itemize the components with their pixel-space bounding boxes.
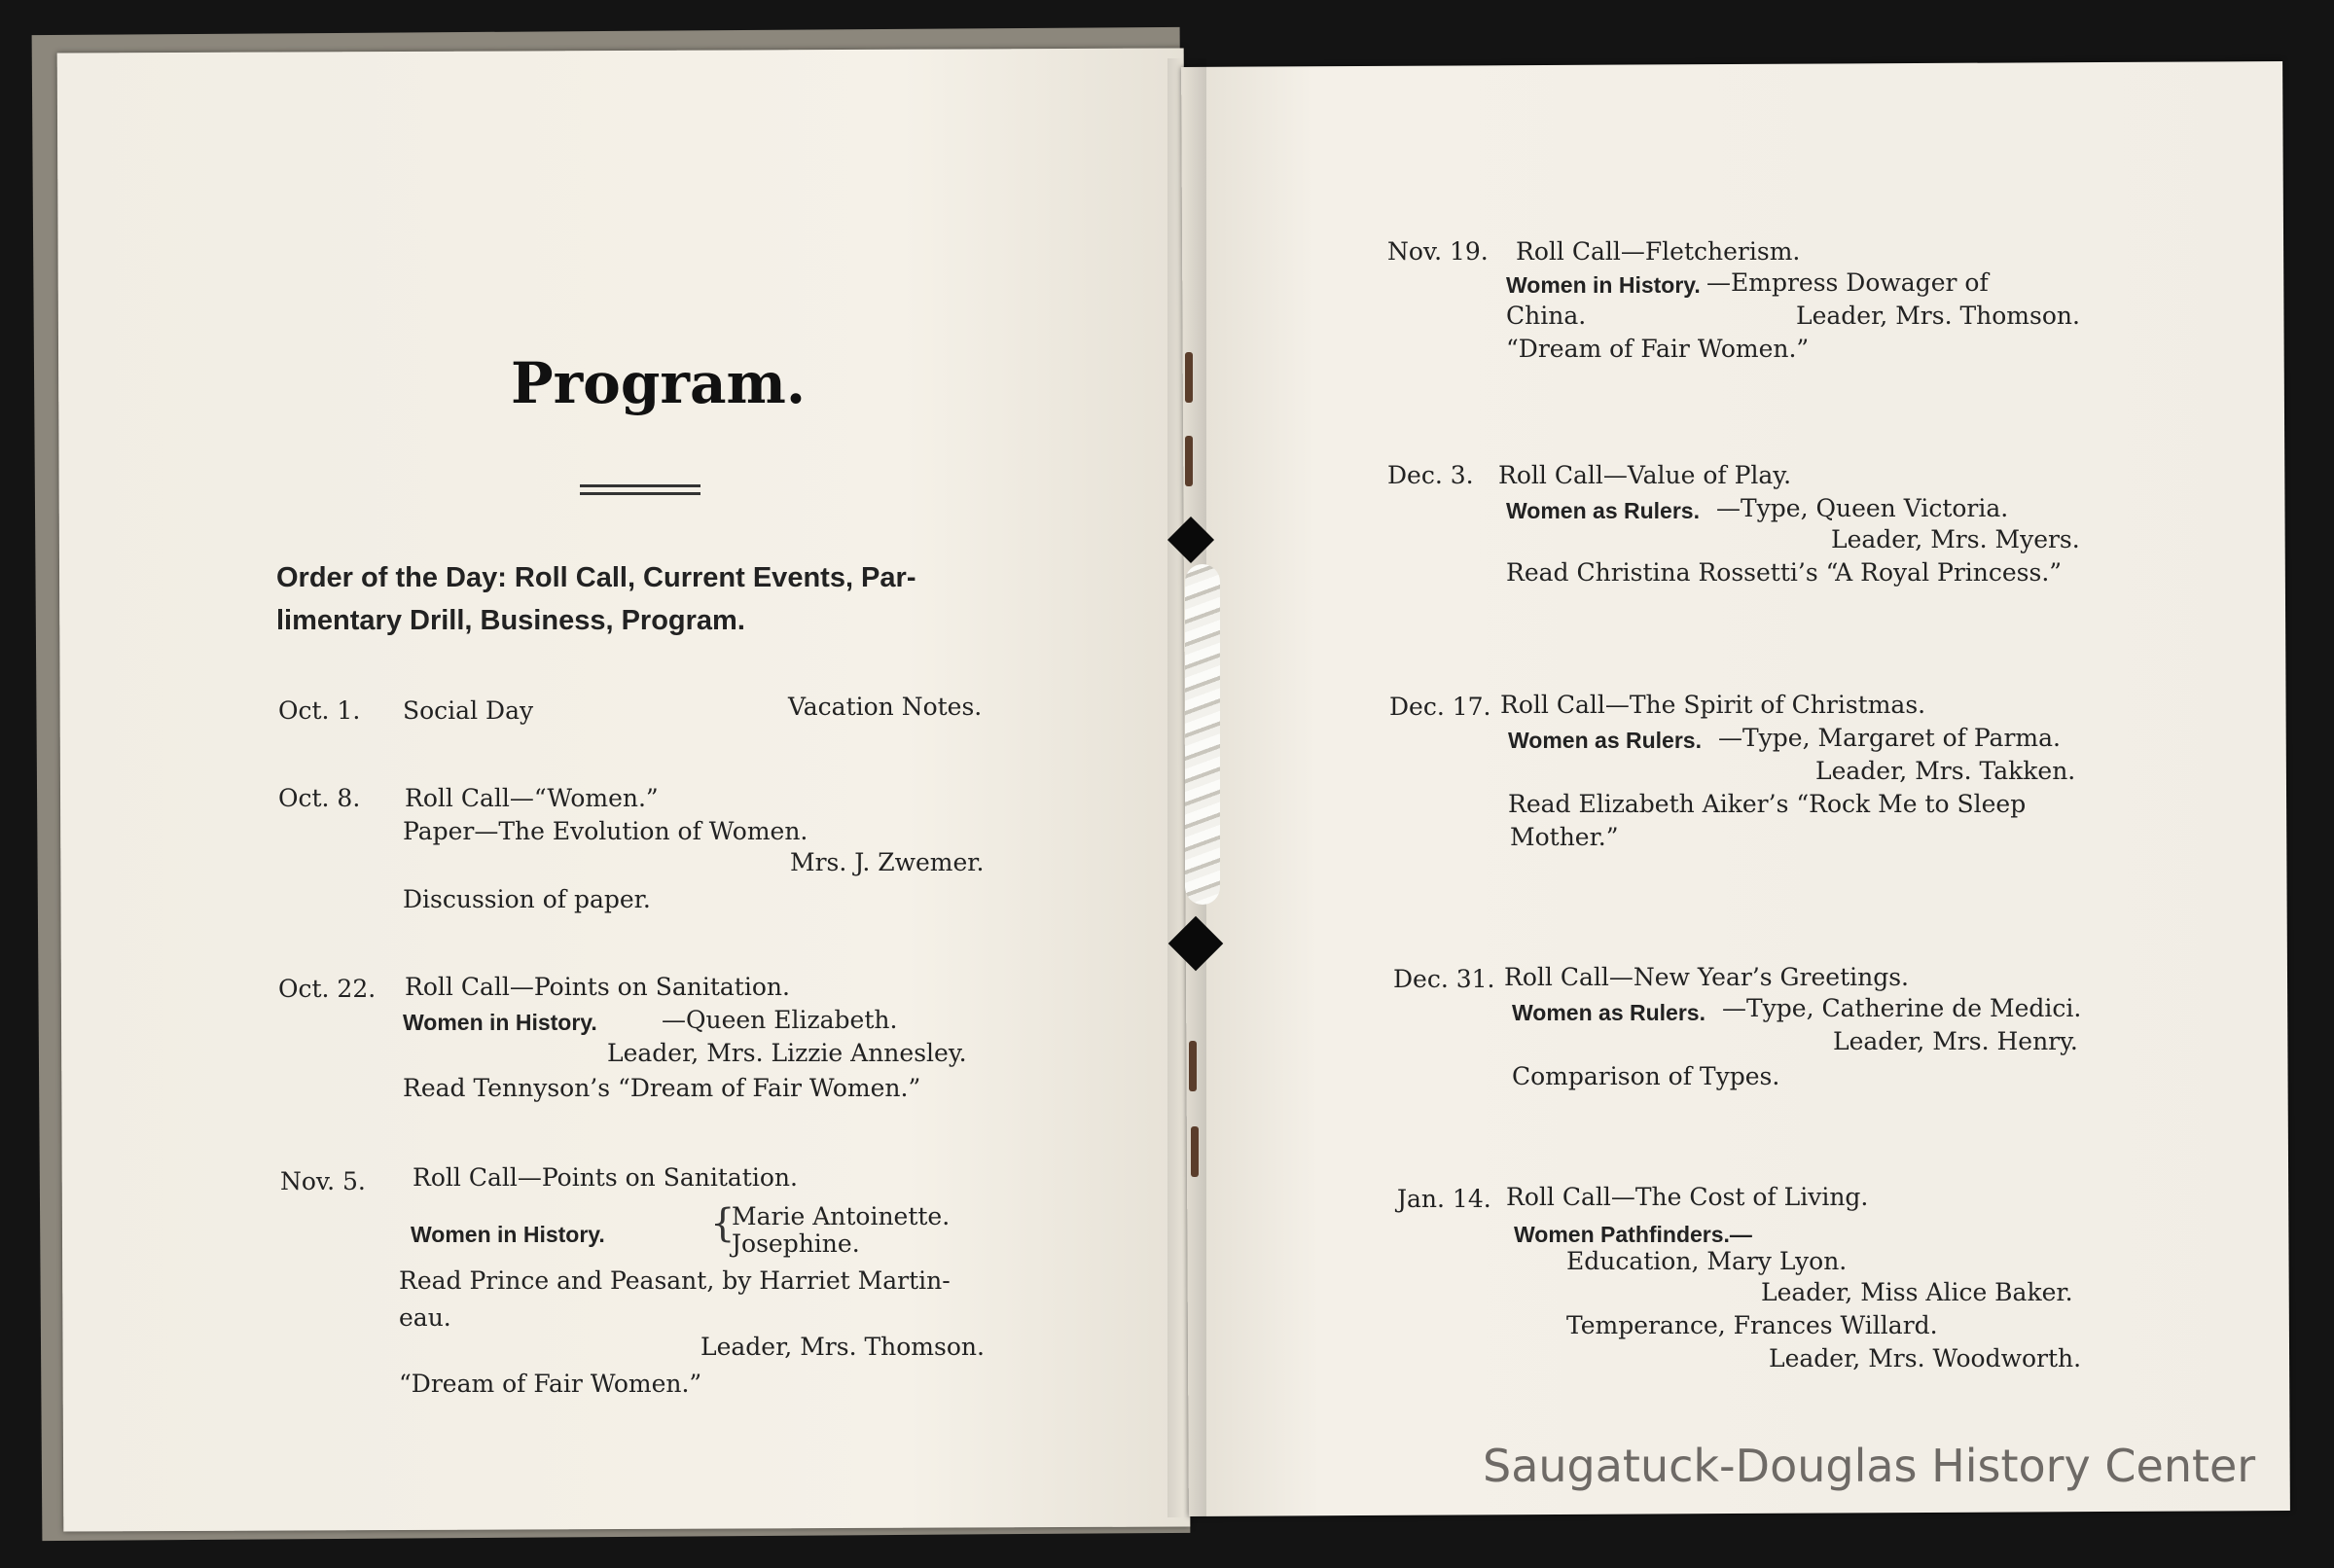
- topic-label: Women as Rulers.: [1506, 498, 1700, 523]
- leader: Leader, Mrs. Takken.: [1815, 757, 2076, 785]
- entry-date: Dec. 3.: [1387, 461, 1474, 489]
- topic: —Type, Queen Victoria.: [1716, 494, 2009, 522]
- roll-call: Roll Call—The Spirit of Christmas.: [1500, 691, 1926, 719]
- leader: Mrs. J. Zwemer.: [790, 848, 985, 876]
- leader: Leader, Mrs. Thomson.: [700, 1333, 985, 1361]
- topic-label: Women in History.: [1506, 272, 1701, 298]
- history-name: Josephine.: [732, 1229, 860, 1258]
- entry-date: Dec. 17.: [1389, 693, 1491, 721]
- entry-extra: Comparison of Types.: [1512, 1062, 1780, 1090]
- entry-date: Oct. 1.: [278, 696, 361, 725]
- brace: {: [710, 1201, 736, 1246]
- topic-label: Women as Rulers.: [1512, 1000, 1706, 1025]
- topic: —Empress Dowager of: [1706, 268, 1989, 297]
- entry-date: Nov. 19.: [1387, 237, 1489, 266]
- topic-label: Women as Rulers.: [1508, 728, 1702, 753]
- roll-call: Roll Call—Fletcherism.: [1516, 237, 1801, 266]
- entry-date: Jan. 14.: [1397, 1185, 1491, 1213]
- binding-stitch: [1189, 1041, 1197, 1091]
- topic: —Type, Margaret of Parma.: [1718, 724, 2061, 752]
- pathfinder-education: Education, Mary Lyon.: [1566, 1247, 1848, 1275]
- paper-title: Paper—The Evolution of Women.: [403, 817, 808, 845]
- leader: Leader, Mrs. Lizzie Annesley.: [607, 1039, 967, 1067]
- reading-line1: Read Elizabeth Aiker’s “Rock Me to Sleep: [1508, 790, 2027, 818]
- title-divider: [580, 484, 700, 487]
- roll-call: Roll Call—Points on Sanitation.: [413, 1163, 798, 1192]
- leader: Leader, Mrs. Myers.: [1831, 525, 2080, 553]
- topic-label: Women in History.: [403, 1010, 597, 1035]
- leader: Leader, Mrs. Thomson.: [1796, 302, 2080, 330]
- leader: Leader, Miss Alice Baker.: [1761, 1278, 2073, 1306]
- entry-date: Oct. 22.: [278, 975, 377, 1003]
- poem: “Dream of Fair Women.”: [1506, 335, 1810, 363]
- topic: —Type, Catherine de Medici.: [1722, 994, 2082, 1022]
- topic-label: Women in History.: [411, 1222, 605, 1247]
- roll-call: Roll Call—“Women.”: [405, 784, 659, 812]
- roll-call: Roll Call—Value of Play.: [1498, 461, 1792, 489]
- reading-line2: Mother.”: [1510, 823, 1619, 851]
- title-divider: [580, 492, 700, 495]
- reading: Read Tennyson’s “Dream of Fair Women.”: [403, 1074, 921, 1102]
- entry-date: Dec. 31.: [1393, 965, 1495, 993]
- binding-stitch: [1185, 436, 1193, 486]
- reading-line1: Read Prince and Peasant, by Harriet Martin-: [399, 1266, 951, 1295]
- entry-note: Vacation Notes.: [788, 693, 983, 721]
- pathfinder-temperance: Temperance, Frances Willard.: [1566, 1311, 1938, 1339]
- reading: Read Christina Rossetti’s “A Royal Princess.”: [1506, 558, 2063, 587]
- binding-stitch: [1191, 1126, 1199, 1177]
- entry-date: Nov. 5.: [280, 1167, 366, 1195]
- topic-cont: China.: [1506, 302, 1587, 330]
- binding-cord: [1185, 564, 1220, 905]
- order-of-day-line2: limentary Drill, Business, Program.: [276, 605, 745, 636]
- topic: —Queen Elizabeth.: [662, 1006, 898, 1034]
- leader: Leader, Mrs. Henry.: [1833, 1027, 2078, 1055]
- entry-title: Social Day: [403, 696, 534, 725]
- roll-call: Roll Call—Points on Sanitation.: [405, 973, 790, 1001]
- roll-call: Roll Call—The Cost of Living.: [1506, 1183, 1869, 1211]
- entry-extra: Discussion of paper.: [403, 885, 651, 913]
- topic-label: Women Pathfinders.—: [1514, 1222, 1752, 1247]
- roll-call: Roll Call—New Year’s Greetings.: [1504, 963, 1909, 991]
- watermark: Saugatuck-Douglas History Center: [1483, 1440, 2256, 1492]
- reading-line2: eau.: [399, 1303, 451, 1332]
- leader: Leader, Mrs. Woodworth.: [1769, 1344, 2082, 1372]
- history-name: Marie Antoinette.: [732, 1202, 951, 1230]
- poem: “Dream of Fair Women.”: [399, 1370, 702, 1398]
- binding-stitch: [1185, 352, 1193, 403]
- order-of-day-line1: Order of the Day: Roll Call, Current Events, Par-: [276, 562, 916, 593]
- page-title: Program.: [511, 350, 807, 416]
- entry-date: Oct. 8.: [278, 784, 361, 812]
